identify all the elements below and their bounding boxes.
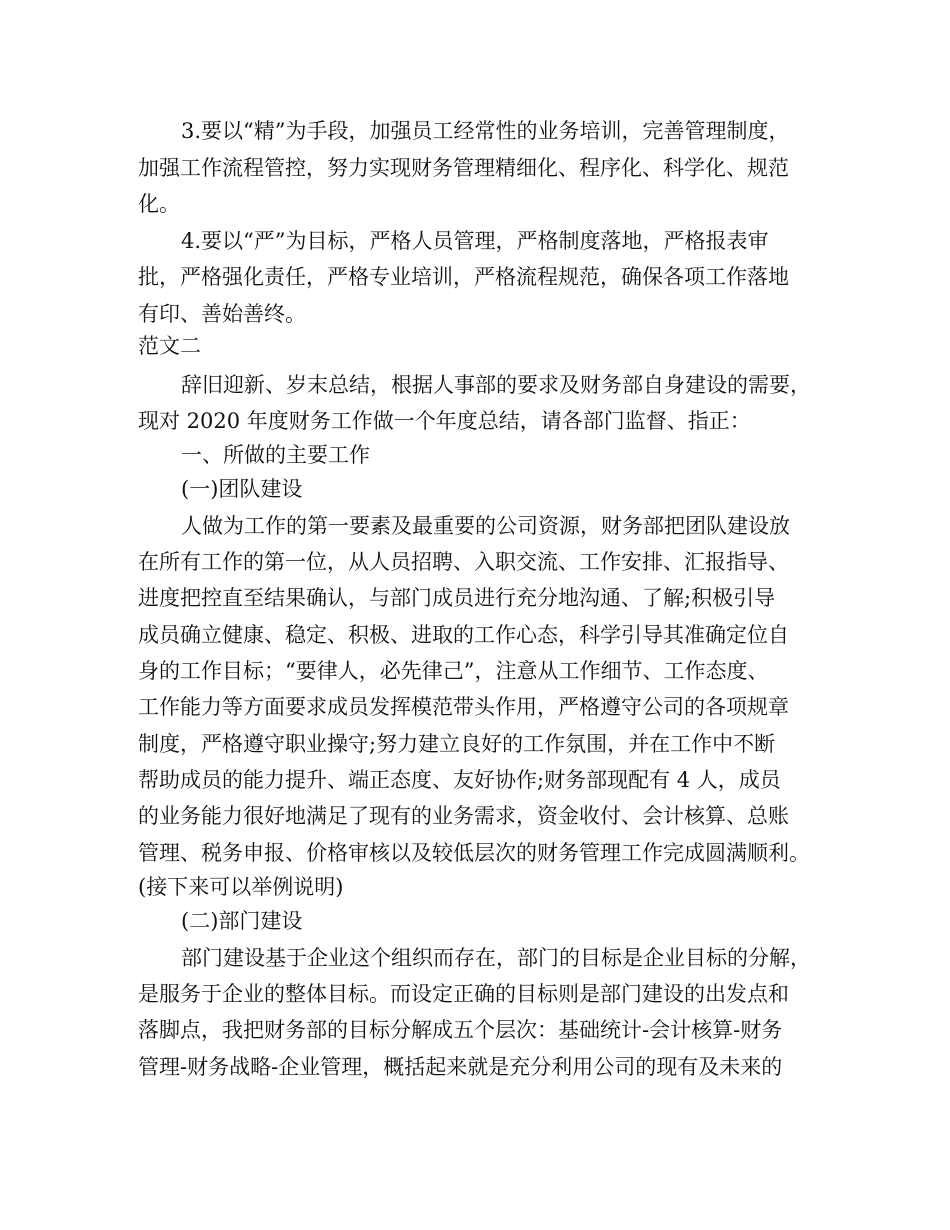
- text-line: 管理-财务战略-企业管理，概括起来就是充分利用公司的现有及未来的: [138, 1055, 783, 1079]
- text-line: 帮助成员的能力提升、端正态度、友好协作;财务部现配有 4 人，成员: [138, 768, 781, 792]
- text-line: 人做为工作的第一要素及最重要的公司资源，财务部把团队建设放: [181, 514, 790, 538]
- text-line: 化。: [138, 192, 180, 216]
- text-line: 管理、税务申报、价格审核以及较低层次的财务管理工作完成圆满顺利。: [138, 841, 810, 865]
- text-line: 现对 2020 年度财务工作做一个年度总结，请各部门监督、指正：: [138, 409, 751, 433]
- text-line: 在所有工作的第一位，从人员招聘、入职交流、工作安排、汇报指导、: [138, 550, 789, 574]
- text-line: 身的工作目标；“要律人，必先律己”，注意从工作细节、工作态度、: [138, 659, 769, 683]
- text-line: 4.要以“严”为目标，严格人员管理，严格制度落地，严格报表审: [181, 229, 769, 253]
- text-line: 成员确立健康、稳定、积极、进取的工作心态，科学引导其准确定位自: [138, 623, 789, 647]
- text-line: 落脚点，我把财务部的目标分解成五个层次：基础统计-会计核算-财务: [138, 1018, 783, 1042]
- text-line: 部门建设基于企业这个组织而存在，部门的目标是企业目标的分解，: [181, 946, 811, 970]
- text-line: 工作能力等方面要求成员发挥模范带头作用，严格遵守公司的各项规章: [138, 695, 789, 719]
- text-line: (接下来可以举例说明): [138, 875, 344, 899]
- section-heading: 范文二: [138, 334, 201, 358]
- text-line: 制度，严格遵守职业操守;努力建立良好的工作氛围，并在工作中不断: [138, 732, 776, 756]
- text-line: 的业务能力很好地满足了现有的业务需求，资金收付、会计核算、总账: [138, 804, 789, 828]
- subheading: (二)部门建设: [181, 909, 303, 933]
- text-line: 是服务于企业的整体目标。而设定正确的目标则是部门建设的出发点和: [138, 982, 789, 1006]
- text-line: 加强工作流程管控，努力实现财务管理精细化、程序化、科学化、规范: [138, 156, 789, 180]
- text-line: 批，严格强化责任，严格专业培训，严格流程规范，确保各项工作落地: [138, 265, 789, 289]
- text-line: 进度把控直至结果确认，与部门成员进行充分地沟通、了解;积极引导: [138, 586, 776, 610]
- subheading: 一、所做的主要工作: [181, 443, 370, 467]
- text-line: 3.要以“精”为手段，加强员工经常性的业务培训，完善管理制度，: [181, 119, 790, 143]
- subheading: (一)团队建设: [181, 477, 303, 501]
- text-line: 辞旧迎新、岁末总结，根据人事部的要求及财务部自身建设的需要，: [181, 373, 811, 397]
- text-line: 有印、善始善终。: [138, 302, 306, 326]
